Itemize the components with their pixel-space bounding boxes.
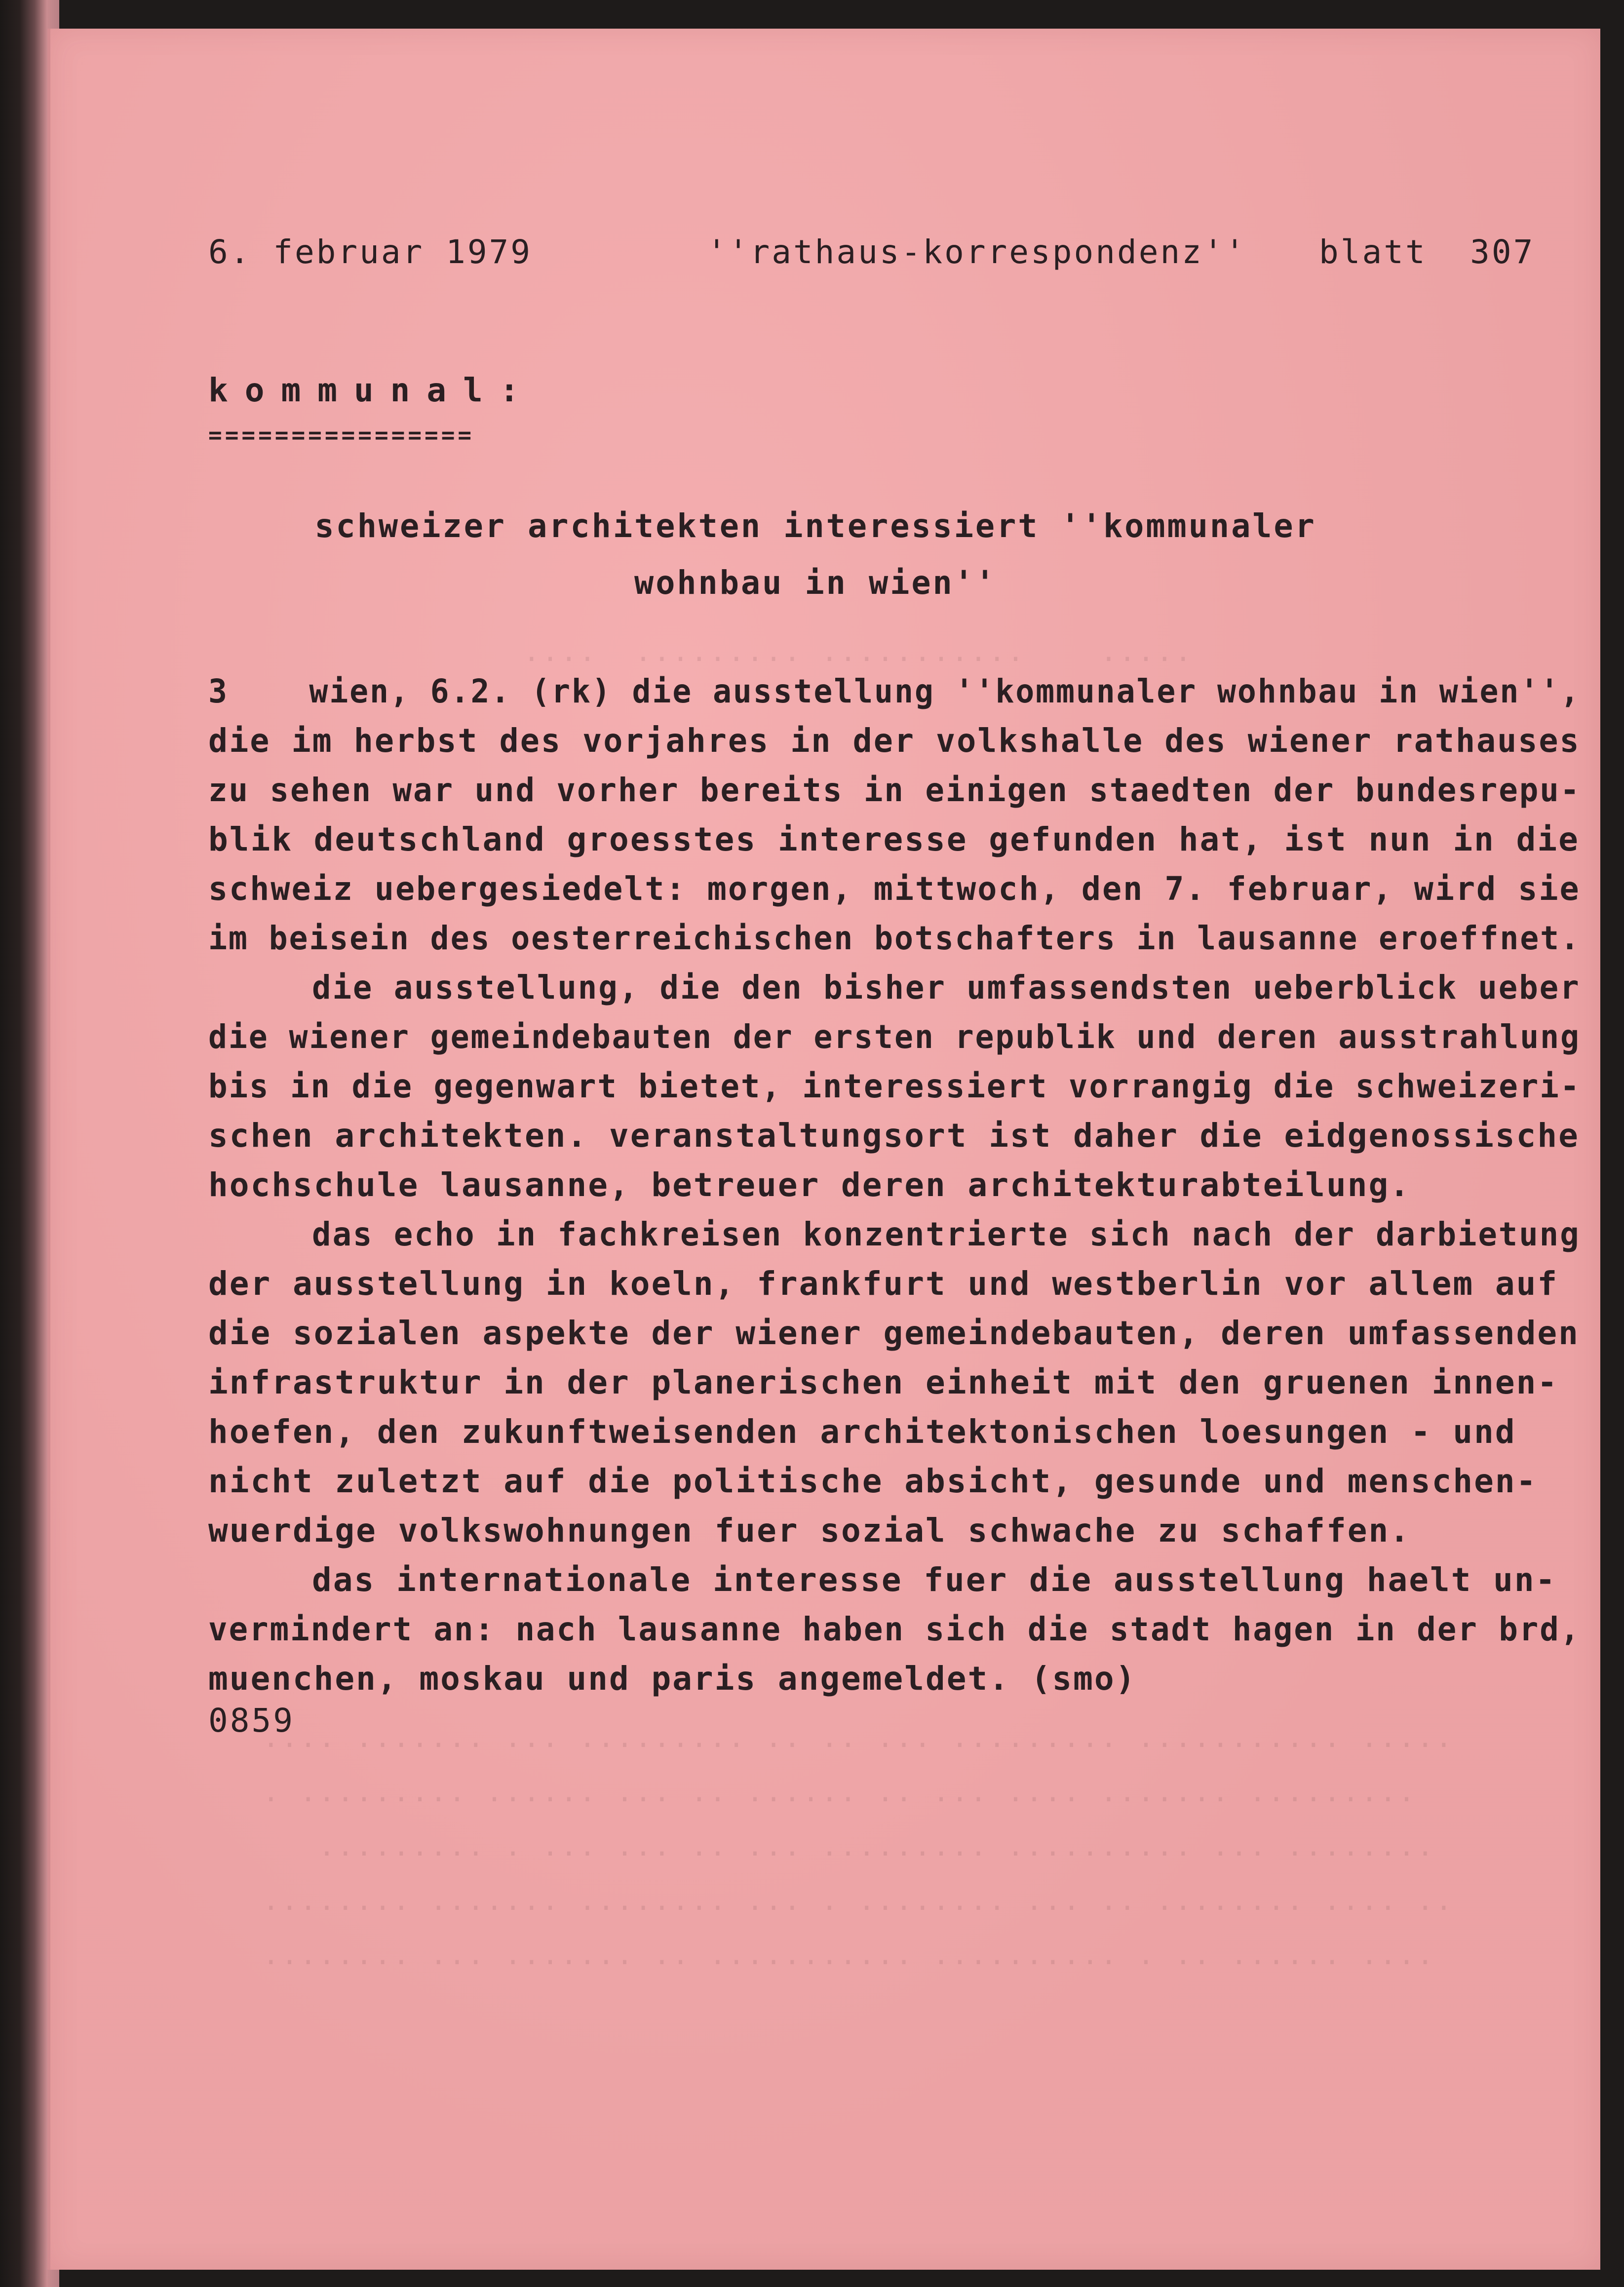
header-page-number: blatt 307: [1319, 233, 1535, 271]
show-through-text: .... ......... ........... .....: [263, 636, 1194, 668]
headline-line-2: wohnbau in wien'': [634, 564, 997, 602]
body-line: die wiener gemeindebauten der ersten republik und deren ausstrahlung: [208, 1018, 1581, 1056]
body-line: schweiz uebergesiedelt: morgen, mittwoch, den 7. februar, wird sie: [208, 870, 1581, 908]
body-line: die im herbst des vorjahres in der volkshalle des wiener rathauses: [208, 722, 1581, 760]
body-line: der ausstellung in koeln, frankfurt und westberlin vor allem auf: [208, 1265, 1559, 1303]
section-underline: ================: [208, 422, 475, 448]
headline-line-1: schweizer architekten interessiert ''kommunaler: [314, 507, 1316, 545]
body-line: die ausstellung, die den bisher umfassendsten ueberblick ueber: [312, 969, 1581, 1007]
body-line: infrastruktur in der planerischen einheit mit den gruenen innen-: [208, 1363, 1559, 1401]
header-source: ''rathaus-korrespondenz'': [707, 233, 1247, 271]
document-sheet: [47, 29, 1600, 2270]
body-line: hoefen, den zukunftweisenden architektonischen loesungen - und: [208, 1413, 1516, 1451]
body-line: im beisein des oesterreichischen botschafters in lausanne eroeffnet.: [208, 919, 1581, 957]
section-label: kommunal:: [208, 371, 536, 409]
show-through-text: . ......... ...... ... .. ...... .. ... .... ....... .........: [263, 1776, 1417, 1808]
body-line: die sozialen aspekte der wiener gemeindebauten, deren umfassenden: [208, 1314, 1580, 1352]
body-line: hochschule lausanne, betreuer deren architekturabteilung.: [208, 1166, 1411, 1204]
show-through-text: ........ ....... ........ ... . ........ ... .. ........ .... ..: [263, 1885, 1454, 1917]
header-date: 6. februar 1979: [208, 233, 533, 271]
body-line: das internationale interesse fuer die ausstellung haelt un-: [312, 1561, 1557, 1599]
body-line: das echo in fachkreisen konzentrierte sich nach der darbietung: [312, 1215, 1581, 1253]
show-through-text: .... ....... ... ......... .. .. ... ......... ........... .....: [263, 1722, 1454, 1754]
show-through-text: ......... . ... ... .. ... ......... .......... ... ........: [263, 1830, 1436, 1862]
show-through-text: ........ ... ....... .. ........... .......... . .. ...... ....: [263, 1939, 1436, 1971]
body-line: 3 wien, 6.2. (rk) die ausstellung ''kommunaler wohnbau in wien'',: [208, 672, 1581, 710]
body-line: schen architekten. veranstaltungsort ist daher die eidgenossische: [208, 1117, 1580, 1155]
body-line: bis in die gegenwart bietet, interessiert vorrangig die schweizeri-: [208, 1067, 1581, 1105]
body-line: wuerdige volkswohnungen fuer sozial schwache zu schaffen.: [208, 1512, 1411, 1550]
body-line: zu sehen war und vorher bereits in einigen staedten der bundesrepu-: [208, 771, 1581, 809]
body-line: blik deutschland groesstes interesse gefunden hat, ist nun in die: [208, 820, 1580, 858]
closing-code: 0859: [208, 1702, 295, 1740]
body-line: vermindert an: nach lausanne haben sich die stadt hagen in der brd,: [208, 1610, 1581, 1648]
body-line: muenchen, moskau und paris angemeldet. (smo): [208, 1660, 1137, 1698]
body-line: nicht zuletzt auf die politische absicht, gesunde und menschen-: [208, 1462, 1538, 1500]
